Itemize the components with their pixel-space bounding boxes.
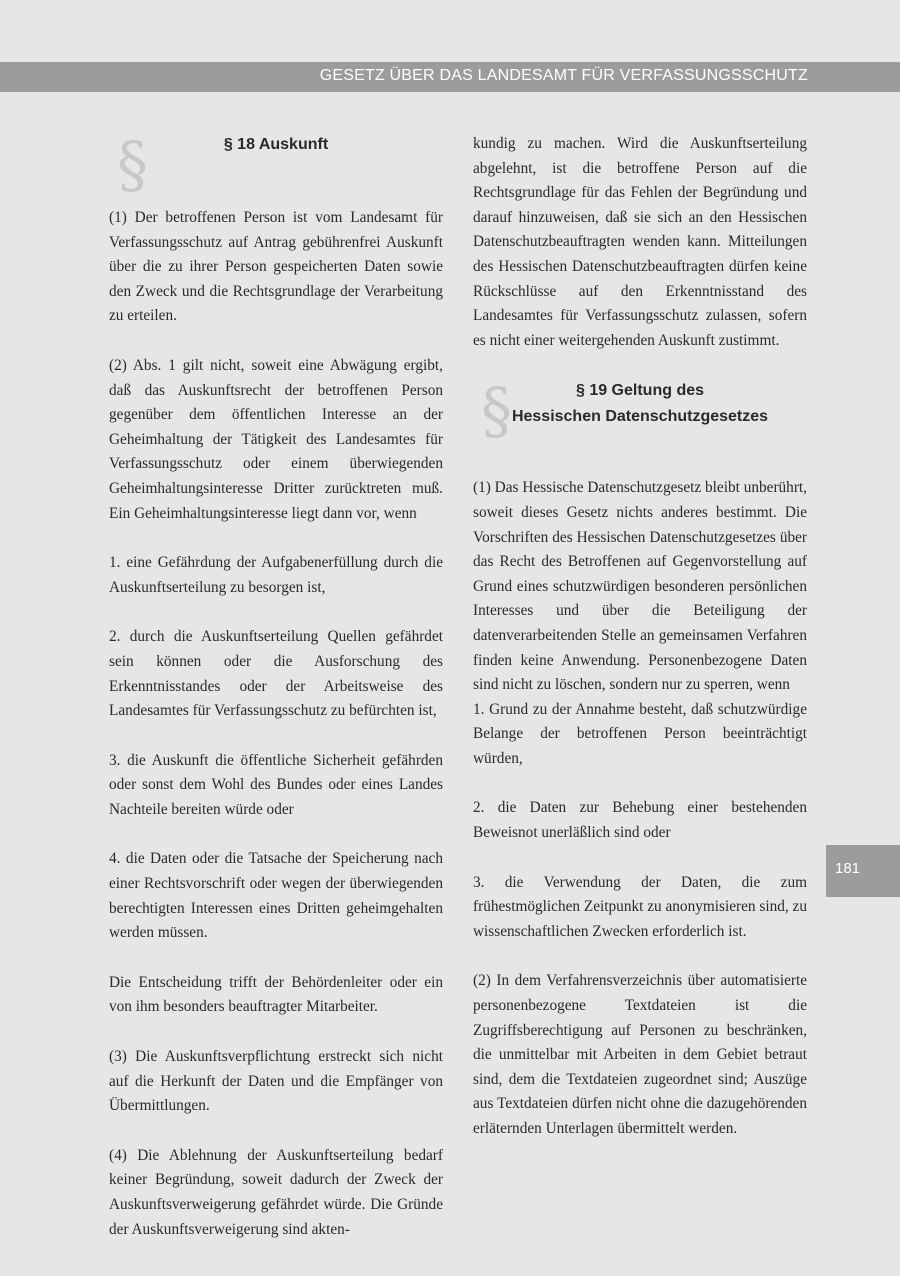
running-header-title: GESETZ ÜBER DAS LANDESAMT FÜR VERFASSUNGSSCHUTZ <box>319 67 808 84</box>
list-item: 1. Grund zu der Annahme besteht, daß schutzwürdige Belange der betroffenen Person beeinträchtigt würden, <box>473 700 807 767</box>
paragraph: Die Entscheidung trifft der Behördenleiter oder ein von ihm besonders beauftragter Mitarbeiter. <box>109 973 443 1016</box>
list-item: 2. durch die Auskunftserteilung Quellen gefährdet sein können oder die Ausforschung des Erkenntnisstandes oder der Arbeitsweise des Landesamtes für Verfassungsschutz zu befürchten ist, <box>109 628 443 720</box>
page-number: 181 <box>835 860 861 877</box>
section-18-heading <box>109 128 443 201</box>
paragraph-symbol-icon: § <box>117 128 148 201</box>
paragraph: (4) Die Ablehnung der Auskunftserteilung bedarf keiner Begründung, soweit dadurch der Zweck der Auskunftsverweigerung gefährdet würde. Die Gründe der Auskunftsverweigerung sind akten- <box>109 1146 443 1238</box>
paragraph: (1) Der betroffenen Person ist vom Landesamt für Verfassungsschutz auf Antrag gebührenfrei Auskunft über die zu ihrer Person gespeicherten Daten sowie den Zweck und die Rechtsgrundlage der Verarbeitung zu erteilen. <box>109 209 443 325</box>
list-item: 3. die Auskunft die öffentliche Sicherheit gefährden oder sonst dem Wohl des Bundes oder eines Landes Nachteile bereiten würde oder <box>109 751 443 818</box>
paragraph-symbol-icon: § <box>481 374 512 448</box>
section-19-heading <box>473 374 807 450</box>
list-item: 2. die Daten zur Behebung einer bestehenden Beweisnot unerläßlich sind oder <box>473 799 807 842</box>
paragraph: (1) Das Hessische Datenschutzgesetz bleibt unberührt, soweit dieses Gesetz nichts anderes bestimmt. Die Vorschriften des Hessischen Datenschutzgesetzes über das Recht des Betroffenen auf Gegenvorstellung auf Grund eines schutzwürdigen besonderen persönlichen Interesses und über die Beteiligung der datenverarbeitenden Stelle an gemeinsamen Verfahren finden keine Anwendung. Personenbezogene Daten sind nicht zu löschen, sondern nur zu sperren, wenn <box>473 479 807 694</box>
section-19-title-line1: § 19 Geltung des <box>575 382 705 400</box>
right-column <box>473 132 807 1167</box>
paragraph: (2) In dem Verfahrensverzeichnis über automatisierte personenbezogene Textdateien ist die Zugriffsberechtigung auf Personen zu beschränken, die unmittelbar mit Arbeiten in dem Gebiet betraut sind, dem die Textdateien zugeordnet sind; Auszüge aus Textdateien dürfen nicht ohne die dazugehörenden erläternden Unterlagen übermittelt werden. <box>473 972 807 1137</box>
paragraph-continuation: kundig zu machen. Wird die Auskunftserteilung abgelehnt, ist die betroffene Person auf die Rechtsgrundlage für das Fehlen der Begründung und darauf hinzuweisen, daß sie sich an den Hessischen Datenschutzbeauftragten wenden kann. Mitteilungen des Hessischen Datenschutzbeauftragten dürfen keine Rückschlüsse auf den Erkenntnisstand des Landesamtes für Verfassungsschutz zulassen, sofern es nicht einer weitergehenden Auskunft zustimmt. <box>473 135 807 349</box>
paragraph: (3) Die Auskunftsverpflichtung erstreckt sich nicht auf die Herkunft der Daten und die Empfänger von Übermittlungen. <box>109 1048 443 1115</box>
paragraph: (2) Abs. 1 gilt nicht, soweit eine Abwägung ergibt, daß das Auskunftsrecht der betroffenen Person gegenüber dem öffentlichen Interesse an der Geheimhaltung der Tätigkeit des Landesamtes für Verfassungsschutz oder einem überwiegenden Geheimhaltungsinteresse Dritter zurücktreten muß. Ein Geheimhaltungsinteresse liegt dann vor, wenn <box>109 356 443 522</box>
section-19-title-line2: Hessischen Datenschutzgesetzes <box>511 407 769 425</box>
list-item: 3. die Verwendung der Daten, die zum frühestmöglichen Zeitpunkt zu anonymisieren sind, zu wissenschaftlichen Zwecken erforderlich ist. <box>473 873 807 940</box>
left-column <box>109 128 443 1267</box>
page-number-tab <box>826 845 900 897</box>
running-header-bar <box>0 62 900 92</box>
section-18-title: § 18 Auskunft <box>223 136 329 153</box>
list-item: 1. eine Gefährdung der Aufgabenerfüllung durch die Auskunftserteilung zu besorgen ist, <box>109 554 443 596</box>
list-item: 4. die Daten oder die Tatsache der Speicherung nach einer Rechtsvorschrift oder wegen der überwiegenden berechtigten Interessen eines Dritten geheimgehalten werden müssen. <box>109 850 443 942</box>
